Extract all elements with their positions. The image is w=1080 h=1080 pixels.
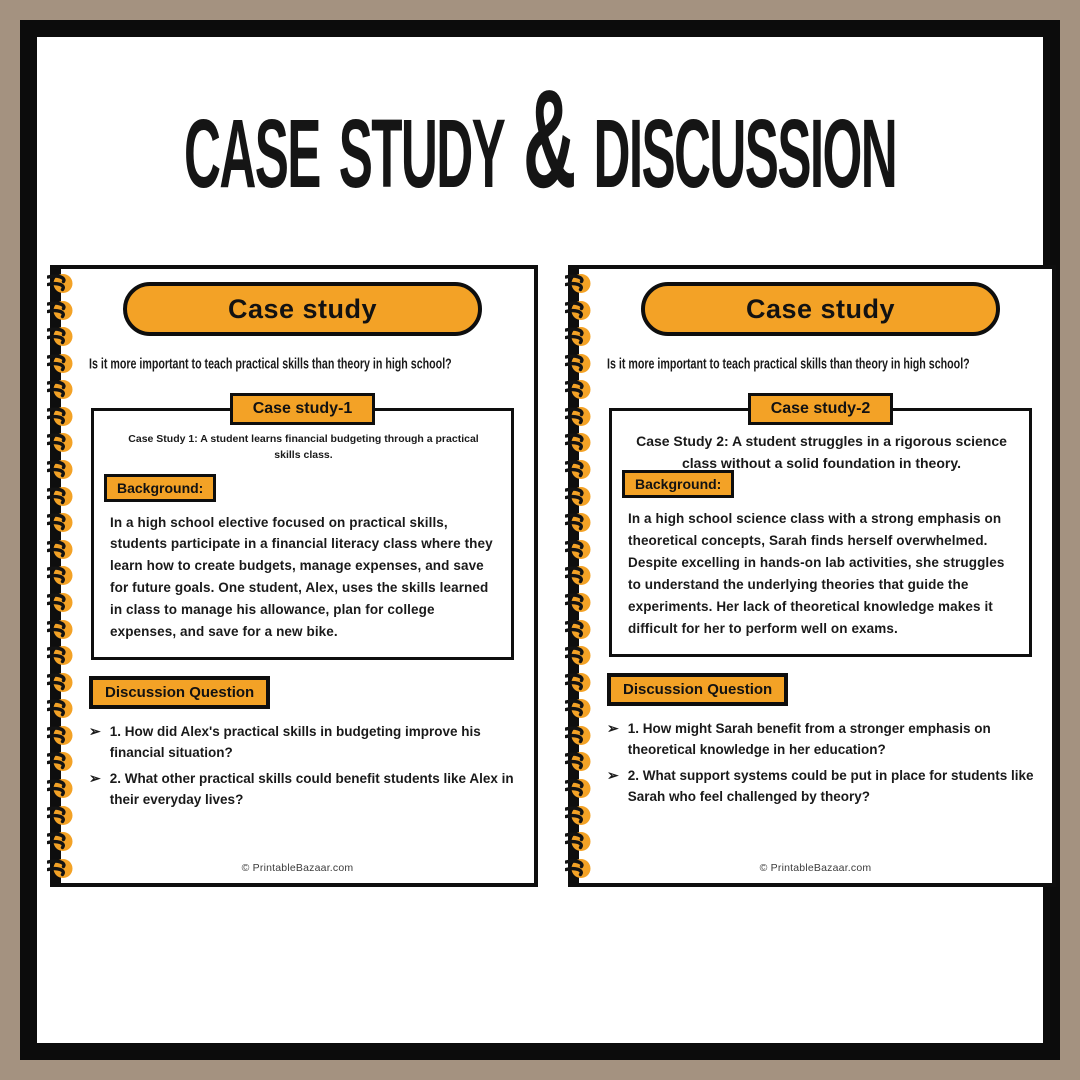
worksheets-row	[50, 265, 1056, 887]
coil-icon	[565, 805, 592, 826]
case-summary: Case Study 1: A student learns financial budgeting through a practical skills class.	[128, 433, 479, 462]
coil-icon	[47, 353, 74, 374]
coil-icon	[47, 273, 74, 294]
coil-icon	[565, 406, 592, 427]
coil-icon	[47, 619, 74, 640]
coil-icon	[565, 592, 592, 613]
question-text: 1. How might Sarah benefit from a stronger emphasis on theoretical knowledge in her education?	[627, 720, 991, 758]
discussion-question-label: Discussion Question	[607, 673, 788, 706]
coil-icon	[565, 698, 592, 719]
coil-icon	[565, 326, 592, 347]
question-item	[607, 718, 1034, 761]
coil-icon	[47, 379, 74, 400]
coil-icon	[47, 326, 74, 347]
coil-icon	[47, 831, 74, 852]
coil-icon	[565, 725, 592, 746]
worksheet-case-study-2	[568, 265, 1056, 887]
question-item	[89, 721, 516, 764]
background-text: In a high school science class with a strong emphasis on theoretical concepts, Sarah finds herself overwhelmed. Despite excelling in hands-on lab activities, she struggles to understand the underlying theories that guide the experiments. Her lack of theoretical knowledge makes it difficult for her to perform well on exams.	[628, 511, 1005, 636]
coil-icon	[565, 273, 592, 294]
coil-icon	[565, 751, 592, 772]
central-question: Is it more important to teach practical skills than theory in high school?	[607, 355, 970, 372]
coil-icon	[565, 379, 592, 400]
spiral-binding	[565, 273, 595, 879]
case-box	[609, 408, 1032, 657]
case-study-banner-label: Case study	[227, 293, 378, 324]
background-label: Background:	[622, 470, 734, 498]
arrow-bullet-icon: ➢	[607, 719, 619, 736]
coil-icon	[565, 778, 592, 799]
coil-icon	[47, 565, 74, 586]
coil-icon	[565, 353, 592, 374]
background-label: Background:	[104, 474, 216, 502]
coil-icon	[565, 831, 592, 852]
page-frame	[20, 20, 1060, 1060]
footer-credit: © PrintableBazaar.com	[759, 862, 872, 874]
worksheet-case-study-1	[50, 265, 538, 887]
coil-icon	[47, 858, 74, 879]
coil-icon	[47, 698, 74, 719]
coil-icon	[565, 672, 592, 693]
coil-icon	[565, 486, 592, 507]
case-tag: Case study-2	[748, 393, 894, 425]
question-list	[607, 718, 1034, 808]
case-study-banner-label: Case study	[745, 293, 896, 324]
coil-icon	[47, 300, 74, 321]
coil-icon	[47, 751, 74, 772]
case-summary: Case Study 2: A student struggles in a rigorous science class without a solid foundation in theory.	[636, 433, 1007, 471]
coil-icon	[565, 619, 592, 640]
coil-icon	[47, 592, 74, 613]
case-tag: Case study-1	[230, 393, 376, 425]
coil-icon	[565, 300, 592, 321]
coil-icon	[47, 406, 74, 427]
coil-icon	[47, 725, 74, 746]
coil-icon	[47, 778, 74, 799]
main-title-text: case study & discussion	[183, 61, 897, 217]
coil-icon	[565, 459, 592, 480]
coil-icon	[565, 512, 592, 533]
arrow-bullet-icon: ➢	[607, 766, 619, 783]
background-text: In a high school elective focused on practical skills, students participate in a financial literacy class where they learn how to create budgets, manage expenses, and save for future goals. One student, Alex, uses the skills learned in class to manage his allowance, plan for college expenses, and save for a new bike.	[110, 514, 493, 639]
coil-icon	[47, 486, 74, 507]
arrow-bullet-icon: ➢	[89, 769, 101, 786]
coil-icon	[47, 459, 74, 480]
coil-icon	[47, 805, 74, 826]
question-item	[89, 768, 516, 811]
case-box	[91, 408, 514, 660]
coil-icon	[565, 645, 592, 666]
question-list	[89, 721, 516, 811]
arrow-bullet-icon: ➢	[89, 722, 101, 739]
case-study-banner	[641, 282, 999, 336]
question-text: 1. How did Alex's practical skills in budgeting improve his financial situation?	[109, 723, 481, 761]
coil-icon	[565, 539, 592, 560]
question-item	[607, 765, 1034, 808]
coil-icon	[565, 858, 592, 879]
coil-icon	[565, 565, 592, 586]
central-question: Is it more important to teach practical skills than theory in high school?	[89, 355, 452, 372]
question-text: 2. What support systems could be put in place for students like Sarah who feel challenged by theory?	[627, 767, 1034, 805]
footer-credit: © PrintableBazaar.com	[241, 862, 354, 874]
coil-icon	[47, 432, 74, 453]
coil-icon	[47, 512, 74, 533]
coil-icon	[47, 672, 74, 693]
main-title	[37, 61, 1043, 217]
discussion-question-label: Discussion Question	[89, 676, 270, 709]
coil-icon	[565, 432, 592, 453]
case-study-banner	[123, 282, 481, 336]
spiral-binding	[47, 273, 77, 879]
question-text: 2. What other practical skills could benefit students like Alex in their everyday lives?	[109, 770, 514, 808]
coil-icon	[47, 539, 74, 560]
coil-icon	[47, 645, 74, 666]
